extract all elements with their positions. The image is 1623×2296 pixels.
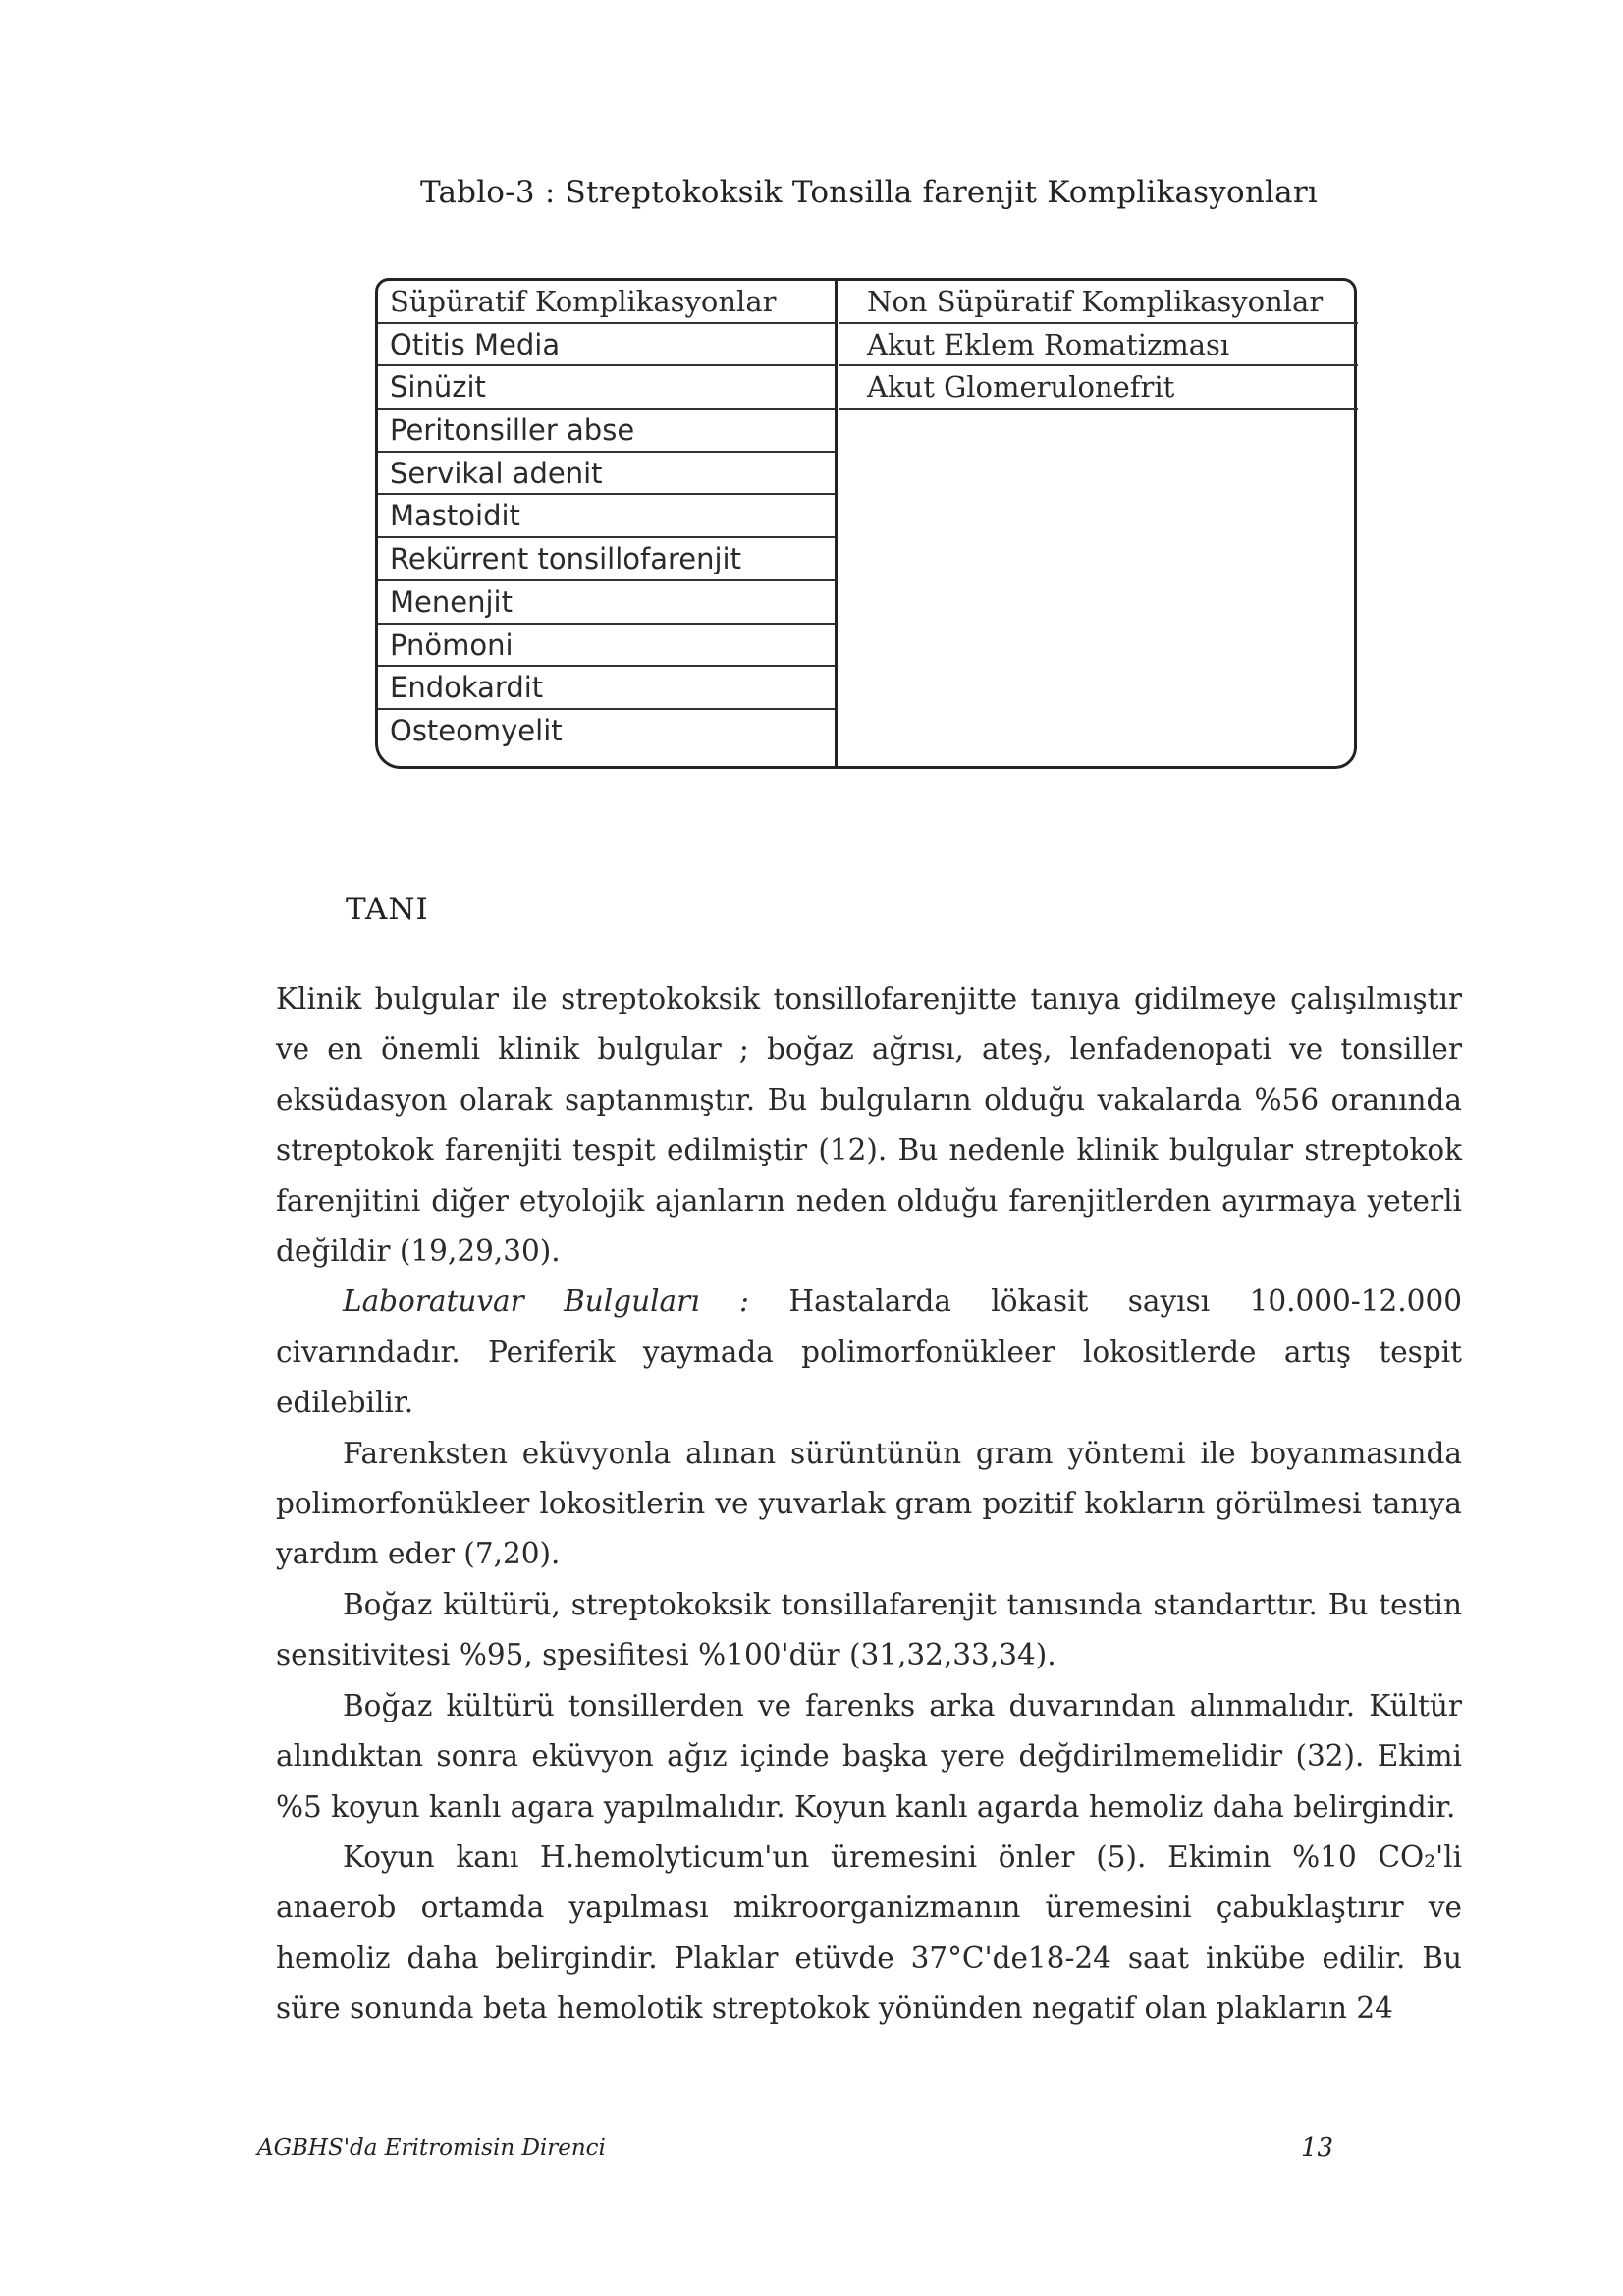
right-column-header: Non Süpüratif Komplikasyonlar — [839, 281, 1358, 324]
left-row: Sinüzit — [378, 366, 835, 410]
laboratory-label: Laboratuvar Bulguları : — [343, 1285, 750, 1319]
body-text — [276, 974, 1462, 2035]
left-row: Osteomyelit — [390, 713, 563, 747]
page-number: 13 — [1301, 2133, 1334, 2162]
left-row: Rekürrent tonsillofarenjit — [378, 538, 835, 581]
non-suppurative-column — [839, 281, 1358, 766]
table-title: Tablo-3 : Streptokoksik Tonsilla farenjit Komplikasyonları — [420, 175, 1318, 210]
left-row: Otitis Media — [378, 324, 835, 367]
footer-title: AGBHS'da Eritromisin Direnci — [257, 2135, 606, 2160]
right-row: Akut Eklem Romatizması — [839, 324, 1358, 367]
paragraph: Boğaz kültürü, streptokoksik tonsillafarenjit tanısında standarttır. Bu testin sensitivitesi %95, spesifitesi %100'dür (31,32,33,34). — [276, 1587, 1462, 1672]
left-column-header: Süpüratif Komplikasyonlar — [378, 281, 835, 324]
laboratory-text: Hastalarda lökasit sayısı 10.000-12.000 civarındadır. Periferik yaymada polimorfonükleer lokositlerde artış tespit edilebilir. — [276, 1285, 1462, 1420]
suppurative-column — [378, 281, 838, 766]
right-row: Akut Glomerulonefrit — [839, 366, 1358, 410]
left-row: Servikal adenit — [378, 453, 835, 496]
paragraph-laboratory — [276, 1277, 1462, 1428]
left-row: Endokardit — [378, 667, 835, 710]
left-row: Mastoidit — [378, 495, 835, 538]
left-row: Pnömoni — [378, 625, 835, 668]
left-row: Menenjit — [378, 581, 835, 625]
paragraph: Farenksten eküvyonla alınan sürüntünün gram yöntemi ile boyanmasında polimorfonükleer lokositlerin ve yuvarlak gram pozitif kokların görülmesi tanıya yardım eder (7,20). — [276, 1436, 1462, 1571]
complications-table — [375, 278, 1357, 769]
section-heading: TANI — [346, 892, 429, 927]
paragraph: Klinik bulgular ile streptokoksik tonsillofarenjitte tanıya gidilmeye çalışılmıştır ve en önemli klinik bulgular ; boğaz ağrısı, ateş, lenfadenopati ve tonsiller eksüdasyon olarak saptanmıştır. Bu bulguların olduğu vakalarda %56 oranında streptokok farenjiti tespit edilmiştir (12). Bu nedenle klinik bulgular streptokok farenjitini diğer etyolojik ajanların neden olduğu farenjitlerden ayırmaya yeterli değildir (19,29,30). — [276, 982, 1462, 1269]
left-row: Peritonsiller abse — [378, 410, 835, 453]
paragraph: Koyun kanı H.hemolyticum'un üremesini önler (5). Ekimin %10 CO₂'li anaerob ortamda yapılması mikroorganizmanın üremesini çabuklaştırır ve hemoliz daha belirgindir. Plaklar etüvde 37°C'de18-24 saat inkübe edilir. Bu süre sonunda beta hemolotik streptokok yönünden negatif olan plakların 24 — [276, 1839, 1462, 2026]
paragraph: Boğaz kültürü tonsillerden ve farenks arka duvarından alınmalıdır. Kültür alındıktan sonra eküvyon ağız içinde başka yere değdirilmemelidir (32). Ekimi %5 koyun kanlı agara yapılmalıdır. Koyun kanlı agarda hemoliz daha belirgindir. — [276, 1688, 1462, 1824]
